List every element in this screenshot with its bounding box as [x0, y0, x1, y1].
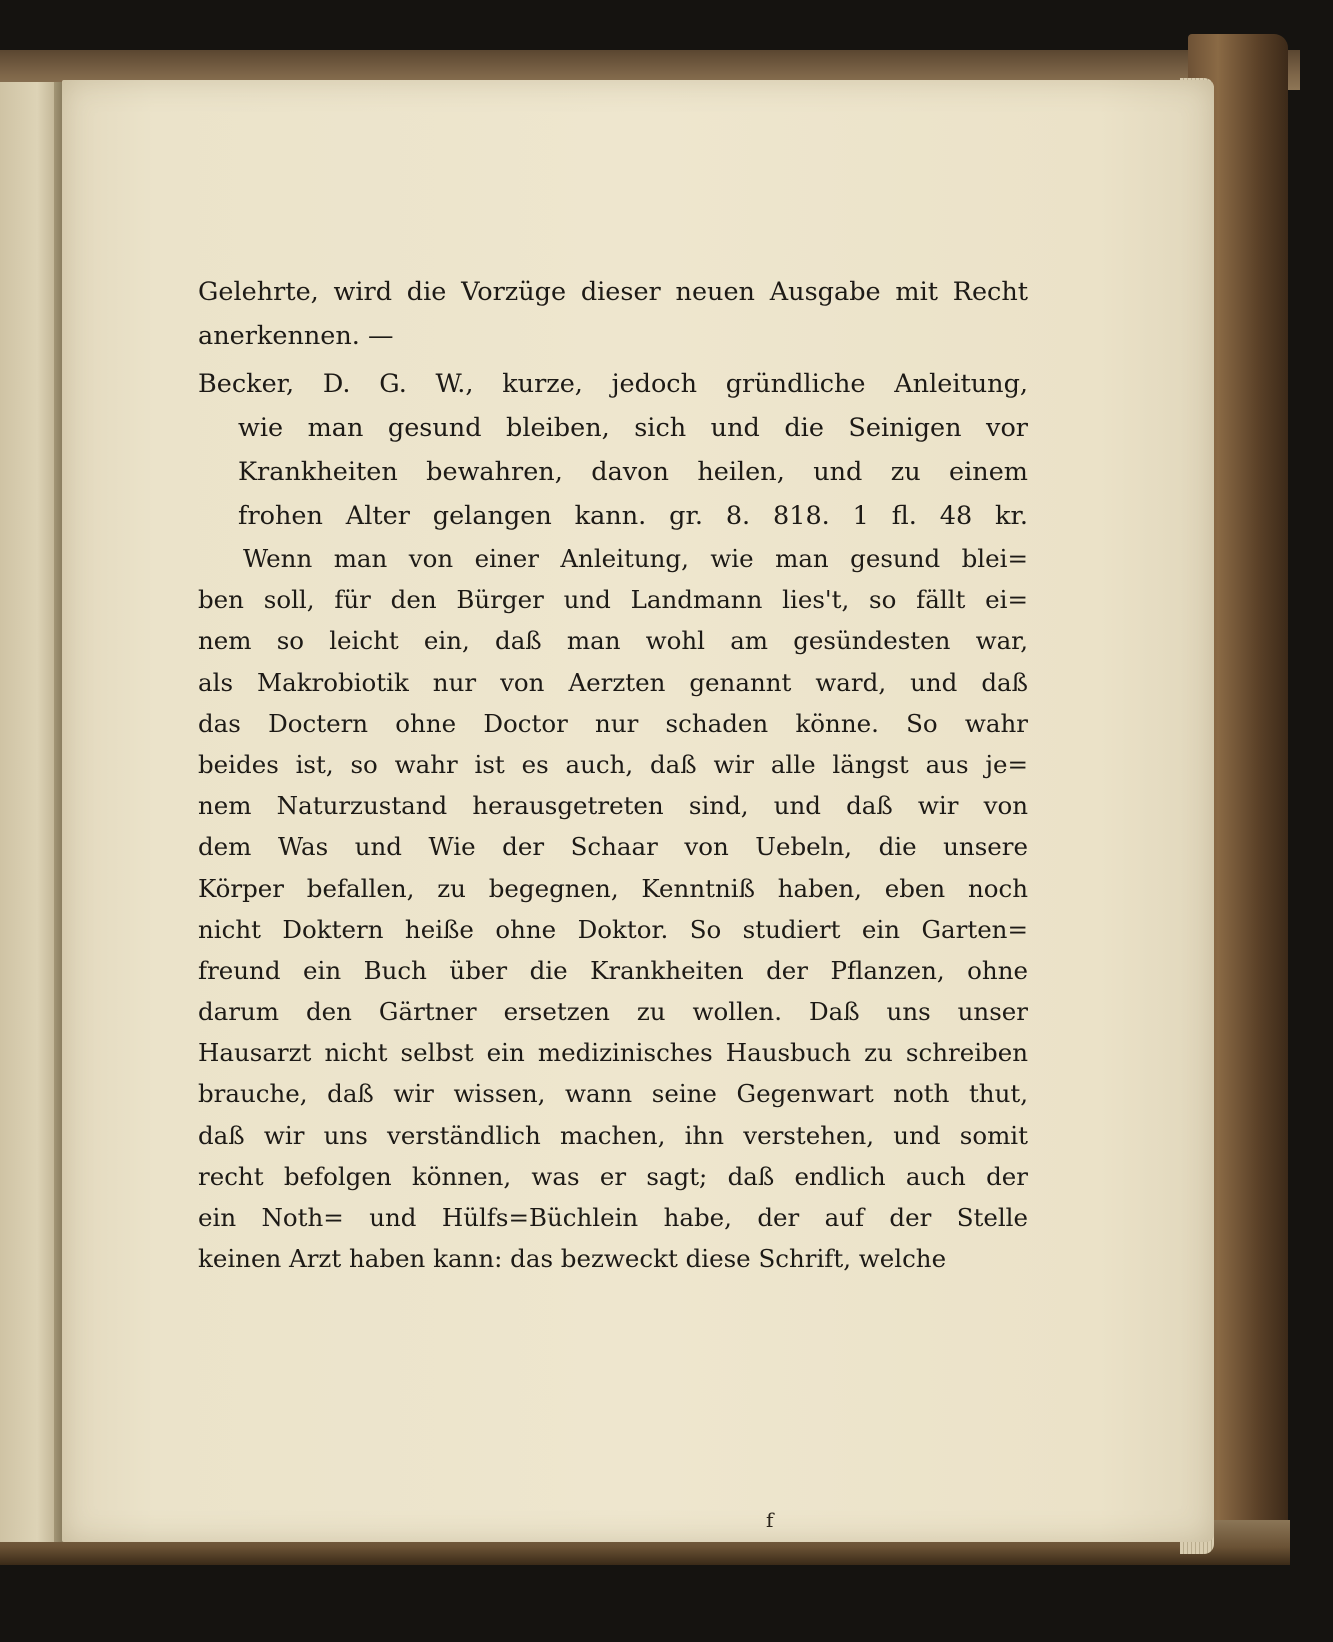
body-line: recht befolgen können, was er sagt; daß endlich auch der [198, 1161, 1028, 1191]
body-line: ben soll, für den Bürger und Landmann lies't, so fällt ei= [198, 585, 1028, 615]
body-line: beides ist, so wahr ist es auch, daß wir alle längst aus je= [198, 749, 1028, 779]
body-line: darum den Gärtner ersetzen zu wollen. Daß uns unser [198, 997, 1028, 1027]
text-line: anerkennen. — [198, 321, 394, 351]
body-line: Wenn man von einer Anleitung, wie man gesund blei= [243, 544, 1028, 573]
signature-mark: f [766, 1508, 774, 1532]
body-line: freund ein Buch über die Krankheiten der Pflanzen, ohne [198, 955, 1028, 985]
body-line: keinen Arzt haben kann: das bezweckt diese Schrift, welche [198, 1244, 947, 1274]
entry-heading-line: Becker, D. G. W., kurze, jedoch gründliche Anleitung, [198, 369, 1028, 399]
body-line: nicht Doktern heiße ohne Doktor. So studiert ein Garten= [198, 914, 1028, 944]
body-line: brauche, daß wir wissen, wann seine Gegenwart noth thut, [198, 1079, 1028, 1109]
body-line: dem Was und Wie der Schaar von Uebeln, die unsere [198, 832, 1028, 862]
body-line: nem so leicht ein, daß man wohl am gesündesten war, [198, 626, 1028, 656]
body-line: Körper befallen, zu begegnen, Kenntniß haben, eben noch [198, 873, 1028, 903]
body-line: das Doctern ohne Doctor nur schaden könne. So wahr [198, 708, 1028, 738]
body-line: nem Naturzustand herausgetreten sind, und daß wir von [198, 791, 1028, 821]
entry-heading-line: wie man gesund bleiben, sich und die Seinigen vor [238, 413, 1028, 443]
body-line: ein Noth= und Hülfs=Büchlein habe, der auf der Stelle [198, 1203, 1028, 1232]
text-line: Gelehrte, wird die Vorzüge dieser neuen Ausgabe mit Recht [198, 277, 1028, 307]
body-line: Hausarzt nicht selbst ein medizinisches Hausbuch zu schreiben [198, 1038, 1028, 1068]
entry-heading-line: Krankheiten bewahren, davon heilen, und zu einem [238, 457, 1028, 487]
page-text [198, 270, 1028, 1279]
body-line: als Makrobiotik nur von Aerzten genannt ward, und daß [198, 667, 1028, 697]
entry-heading-line: frohen Alter gelangen kann. gr. 8. 818. 1 fl. 48 kr. [238, 501, 1028, 531]
body-line: daß wir uns verständlich machen, ihn verstehen, und somit [198, 1120, 1028, 1150]
